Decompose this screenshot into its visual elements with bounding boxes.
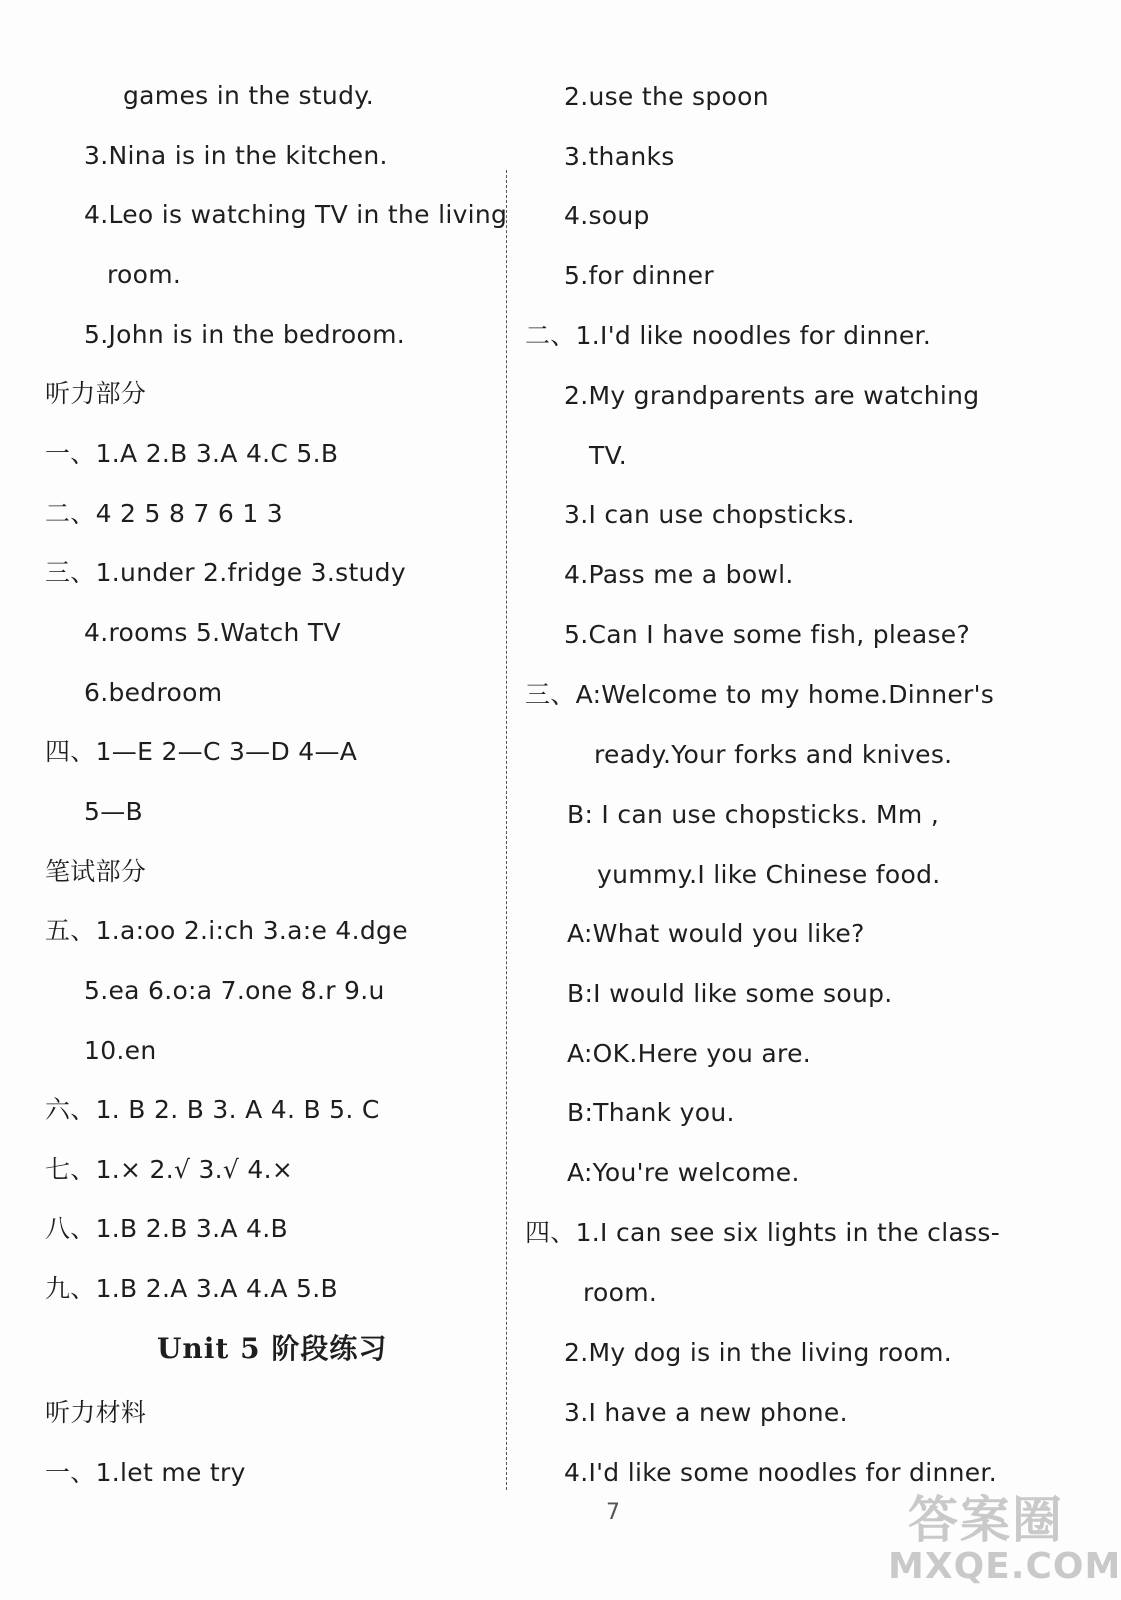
answer-line: room. [107, 260, 182, 289]
answer-line: 2.use the spoon [564, 82, 769, 111]
answer-line: 10.en [84, 1036, 157, 1065]
answer-line: 一、1.A 2.B 3.A 4.C 5.B [45, 439, 339, 468]
answer-line: 5.ea 6.o:a 7.one 8.r 9.u [84, 976, 385, 1005]
dialogue-line: yummy.I like Chinese food. [597, 860, 941, 889]
answer-line: 四、1.I can see six lights in the class- [525, 1218, 1001, 1247]
watermark-url: MXQE.COM [888, 1546, 1121, 1587]
answer-line: 4.Leo is watching TV in the living [84, 200, 508, 229]
section-heading-written: 笔试部分 [45, 857, 147, 886]
answer-line: 5.John is in the bedroom. [84, 320, 406, 349]
answer-line: 2.My dog is in the living room. [564, 1338, 952, 1367]
answer-line: 六、1. B 2. B 3. A 4. B 5. C [45, 1095, 380, 1124]
answer-line: 四、1—E 2—C 3—D 4—A [45, 737, 358, 766]
answer-line: 4.I'd like some noodles for dinner. [564, 1458, 997, 1487]
answer-line: 一、1.let me try [45, 1458, 246, 1487]
dialogue-line: A:What would you like? [567, 919, 865, 948]
answer-line: 3.thanks [564, 142, 675, 171]
watermark-text: 答案圈 [908, 1491, 1064, 1549]
answer-line: 二、4 2 5 8 7 6 1 3 [45, 499, 283, 528]
dialogue-line: B:Thank you. [567, 1098, 735, 1127]
answer-line: 二、1.I'd like noodles for dinner. [525, 321, 932, 350]
answer-line: 五、1.a:oo 2.i:ch 3.a:e 4.dge [45, 916, 408, 945]
page-number: 7 [606, 1500, 620, 1525]
section-heading-listening: 听力部分 [45, 379, 147, 408]
answer-line: 七、1.× 2.√ 3.√ 4.× [45, 1155, 294, 1184]
answer-line: 3.I can use chopsticks. [564, 500, 855, 529]
answer-line: 6.bedroom [84, 678, 223, 707]
unit-title: Unit 5 阶段练习 [157, 1332, 388, 1365]
answer-line: 4.Pass me a bowl. [564, 560, 794, 589]
answer-line: 2.My grandparents are watching [564, 381, 980, 410]
answer-line: 3.Nina is in the kitchen. [84, 141, 388, 170]
dialogue-line: ready.Your forks and knives. [594, 740, 953, 769]
answer-line: 八、1.B 2.B 3.A 4.B [45, 1214, 288, 1243]
answer-line: 5.for dinner [564, 261, 714, 290]
answer-line: 九、1.B 2.A 3.A 4.A 5.B [45, 1274, 338, 1303]
answer-line: 4.soup [564, 201, 650, 230]
answer-line: room. [583, 1278, 658, 1307]
dialogue-line: A:OK.Here you are. [567, 1039, 811, 1068]
answer-line: 3.I have a new phone. [564, 1398, 848, 1427]
dialogue-line: B:I would like some soup. [567, 979, 893, 1008]
dialogue-line: A:You're welcome. [567, 1158, 800, 1187]
watermark-logo [888, 1480, 1121, 1590]
answer-line: 4.rooms 5.Watch TV [84, 618, 341, 647]
answer-line: 三、1.under 2.fridge 3.study [45, 558, 406, 587]
answer-line: 5—B [84, 797, 143, 826]
column-divider [506, 170, 507, 1490]
answer-line: TV. [589, 441, 627, 470]
answer-line: games in the study. [123, 81, 375, 110]
dialogue-line: 三、A:Welcome to my home.Dinner's [525, 680, 995, 709]
answer-line: 5.Can I have some fish, please? [564, 620, 971, 649]
section-heading-listening-material: 听力材料 [45, 1398, 147, 1427]
dialogue-line: B: I can use chopsticks. Mm , [567, 800, 940, 829]
